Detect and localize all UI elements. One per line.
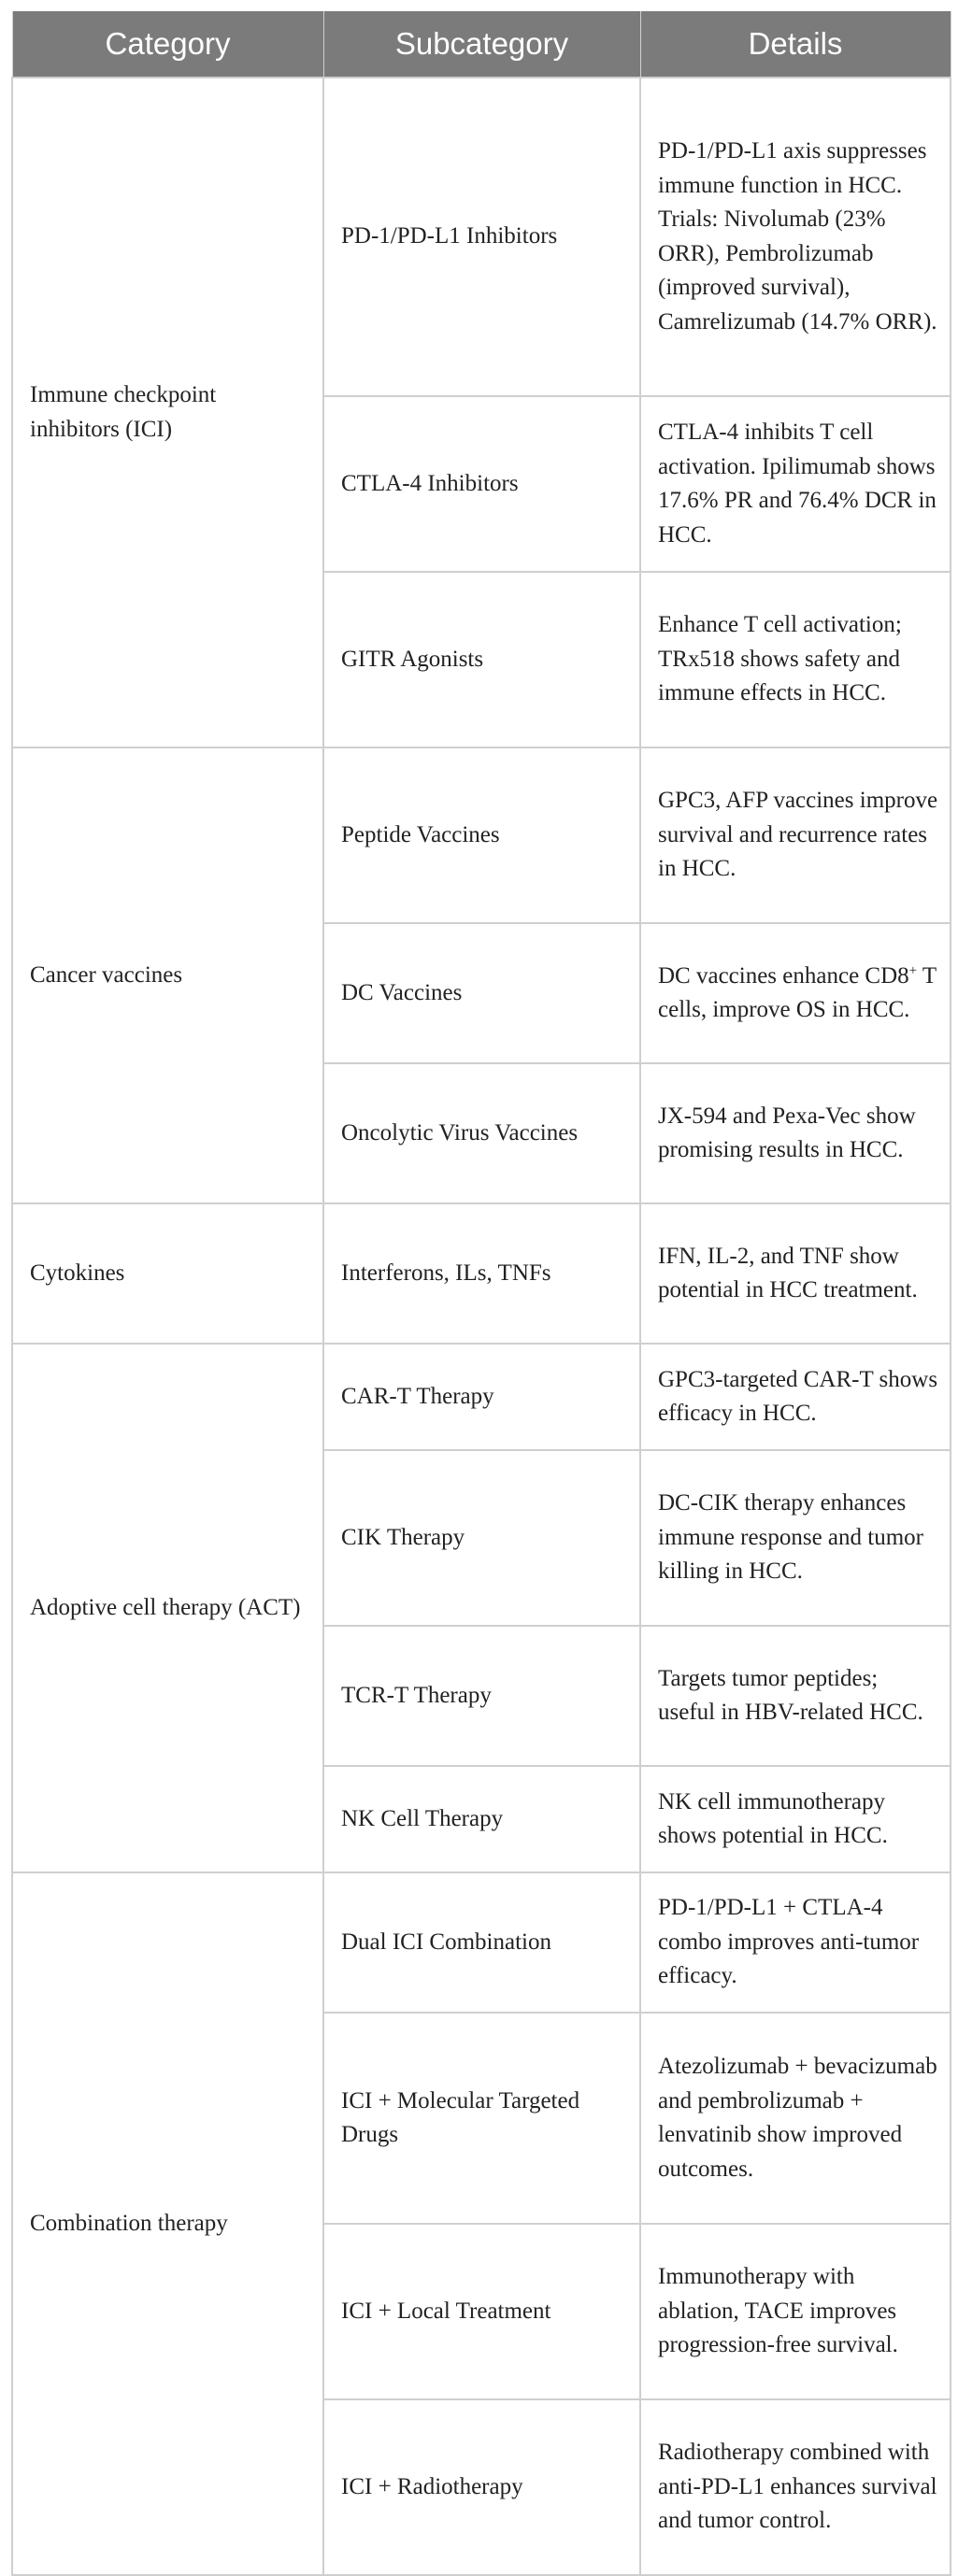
table-row: [12, 1872, 951, 2013]
subcategory-cell: ICI + Molecular Targeted Drugs: [323, 2013, 640, 2224]
table-row: [12, 1344, 951, 1450]
details-cell: Enhance T cell activation; TRx518 shows safety and immune effects in HCC.: [640, 572, 951, 747]
header-row: [12, 11, 951, 78]
details-cell: IFN, IL-2, and TNF show potential in HCC treatment.: [640, 1203, 951, 1344]
details-cell: GPC3-targeted CAR-T shows efficacy in HCC.: [640, 1344, 951, 1450]
details-text: DC vaccines enhance CD8: [658, 962, 909, 989]
header-category: Category: [12, 11, 323, 78]
subcategory-cell: ICI + Local Treatment: [323, 2224, 640, 2399]
subcategory-cell: Dual ICI Combination: [323, 1872, 640, 2013]
details-cell: NK cell immunotherapy shows potential in HCC.: [640, 1766, 951, 1872]
details-cell: JX-594 and Pexa-Vec show promising results in HCC.: [640, 1063, 951, 1203]
subcategory-cell: CIK Therapy: [323, 1450, 640, 1626]
details-cell: PD-1/PD-L1 + CTLA-4 combo improves anti-tumor efficacy.: [640, 1872, 951, 2013]
subcategory-cell: PD-1/PD-L1 Inhibitors: [323, 78, 640, 396]
subcategory-cell: Peptide Vaccines: [323, 747, 640, 923]
details-text: T cells, improve OS in HCC.: [658, 962, 937, 1022]
details-cell: Atezolizumab + bevacizumab and pembrolizumab + lenvatinib show improved outcomes.: [640, 2013, 951, 2224]
table-row: [12, 78, 951, 396]
subcategory-cell: Interferons, ILs, TNFs: [323, 1203, 640, 1344]
details-cell: Radiotherapy combined with anti-PD-L1 enhances survival and tumor control.: [640, 2399, 951, 2575]
table-header: [12, 11, 951, 78]
table-row: [12, 1203, 951, 1344]
immunotherapy-table: [11, 11, 951, 2576]
details-cell: [640, 923, 951, 1063]
category-cell: Cancer vaccines: [12, 747, 323, 1203]
header-subcategory: Subcategory: [323, 11, 640, 78]
table-body: [12, 78, 951, 2575]
details-cell: PD-1/PD-L1 axis suppresses immune function in HCC. Trials: Nivolumab (23% ORR), Pembrolizumab (improved survival), Camrelizumab (14.7% ORR).: [640, 78, 951, 396]
subcategory-cell: TCR-T Therapy: [323, 1626, 640, 1766]
category-cell: Cytokines: [12, 1203, 323, 1344]
details-cell: CTLA-4 inhibits T cell activation. Ipilimumab shows 17.6% PR and 76.4% DCR in HCC.: [640, 396, 951, 572]
details-cell: Targets tumor peptides; useful in HBV-related HCC.: [640, 1626, 951, 1766]
subcategory-cell: GITR Agonists: [323, 572, 640, 747]
superscript-plus: +: [908, 962, 918, 978]
subcategory-cell: ICI + Radiotherapy: [323, 2399, 640, 2575]
subcategory-cell: CTLA-4 Inhibitors: [323, 396, 640, 572]
table-container: [11, 11, 950, 2576]
subcategory-cell: NK Cell Therapy: [323, 1766, 640, 1872]
table-row: [12, 747, 951, 923]
details-cell: Immunotherapy with ablation, TACE improves progression-free survival.: [640, 2224, 951, 2399]
subcategory-cell: DC Vaccines: [323, 923, 640, 1063]
category-cell: Adoptive cell therapy (ACT): [12, 1344, 323, 1872]
details-cell: DC-CIK therapy enhances immune response and tumor killing in HCC.: [640, 1450, 951, 1626]
details-cell: GPC3, AFP vaccines improve survival and recurrence rates in HCC.: [640, 747, 951, 923]
subcategory-cell: Oncolytic Virus Vaccines: [323, 1063, 640, 1203]
category-cell: Immune checkpoint inhibitors (ICI): [12, 78, 323, 747]
category-cell: Combination therapy: [12, 1872, 323, 2575]
subcategory-cell: CAR-T Therapy: [323, 1344, 640, 1450]
header-details: Details: [640, 11, 951, 78]
